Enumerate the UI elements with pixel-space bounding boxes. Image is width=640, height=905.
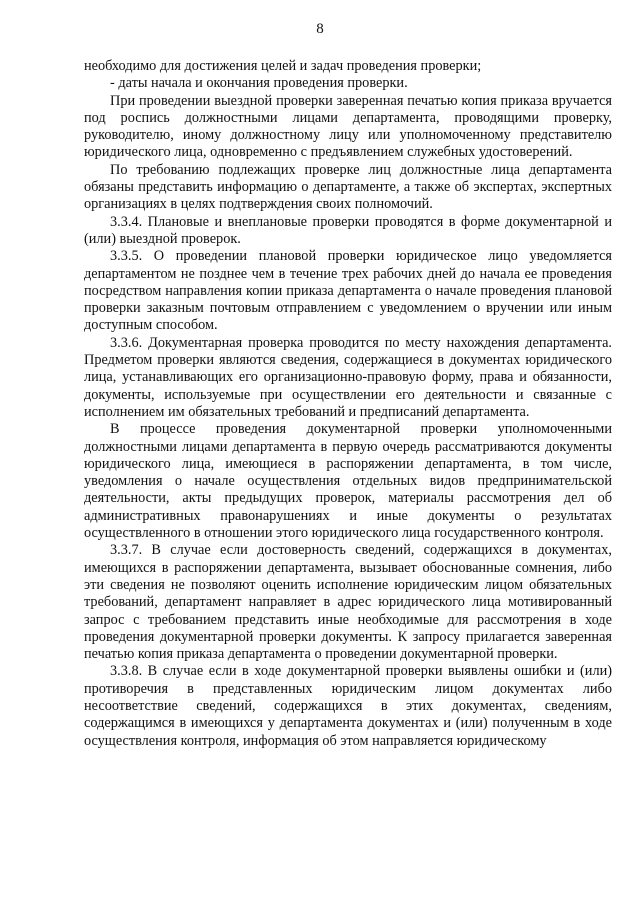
page-number: 8 (316, 21, 324, 37)
paragraph-list-item-dates: - даты начала и окончания проведения проверки. (110, 75, 408, 92)
paragraph-3-3-8: 3.3.8. В случае если в ходе документарной проверки выявлены ошибки и (или) противоречия в представленных юридическим лицом документах либо несоответствие сведений, содержащихся в этих документах, сведениям, содержащимся в имеющихся у департамента документах и (или) полученным в ходе осуществления контроля, информация об этом направляется юридическому (84, 663, 612, 749)
paragraph-documentary-review: В процессе проведения документарной проверки уполномоченными должностными лицами департамента в первую очередь рассматриваются документы юридического лица, имеющиеся в распоряжении департамента, в том числе, уведомления о начале осуществления отдельных видов предпринимательской деятельности, акты предыдущих проверок, материалы рассмотрения дел об административных правонарушениях и иные документы о результатах осуществленного в отношении этого юридического лица государственного контроля. (84, 421, 612, 542)
paragraph-order-copy: При проведении выездной проверки заверенная печатью копия приказа вручается под роспись должностными лицами департамента, проводящими проверку, руководителю, иному должностному лицу или уполномоченному представителю юридического лица, одновременно с предъявлением служебных удостоверений. (84, 92, 612, 161)
paragraph-3-3-7: 3.3.7. В случае если достоверность сведений, содержащихся в документах, имеющихся в распоряжении департамента, вызывает обоснованные сомнения, либо эти сведения не позволяют оценить исполнение юридическим лицом обязательных требований, департамент направляет в адрес юридического лица мотивированный запрос с требованием представить иные необходимые для рассмотрения в ходе проведения документарной проверки документы. К запросу прилагается заверенная печатью копия приказа департамента о проведении документарной проверки. (84, 542, 612, 663)
paragraph-officials-info: По требованию подлежащих проверке лиц должностные лица департамента обязаны представить информацию о департаменте, а также об экспертах, экспертных организациях в целях подтверждения своих полномочий. (84, 161, 612, 213)
paragraph-3-3-6: 3.3.6. Документарная проверка проводится по месту нахождения департамента. Предметом проверки являются сведения, содержащиеся в документах юридического лица, устанавливающих его организационно-правовую форму, права и обязанности, документы, используемые при осуществлении его деятельности и связанные с исполнением им обязательных требований и предписаний департамента. (84, 334, 612, 420)
paragraph-3-3-5: 3.3.5. О проведении плановой проверки юридическое лицо уведомляется департаментом не позднее чем в течение трех рабочих дней до начала ее проведения посредством направления копии приказа департамента о начале проведения плановой проверки заказным почтовым отправлением с уведомлением о вручении или иным доступным способом. (84, 248, 612, 334)
paragraph-continuation: необходимо для достижения целей и задач проведения проверки; (84, 58, 482, 74)
document-body (84, 58, 612, 750)
paragraph-3-3-4: 3.3.4. Плановые и внеплановые проверки проводятся в форме документарной и (или) выездной проверок. (84, 213, 612, 247)
